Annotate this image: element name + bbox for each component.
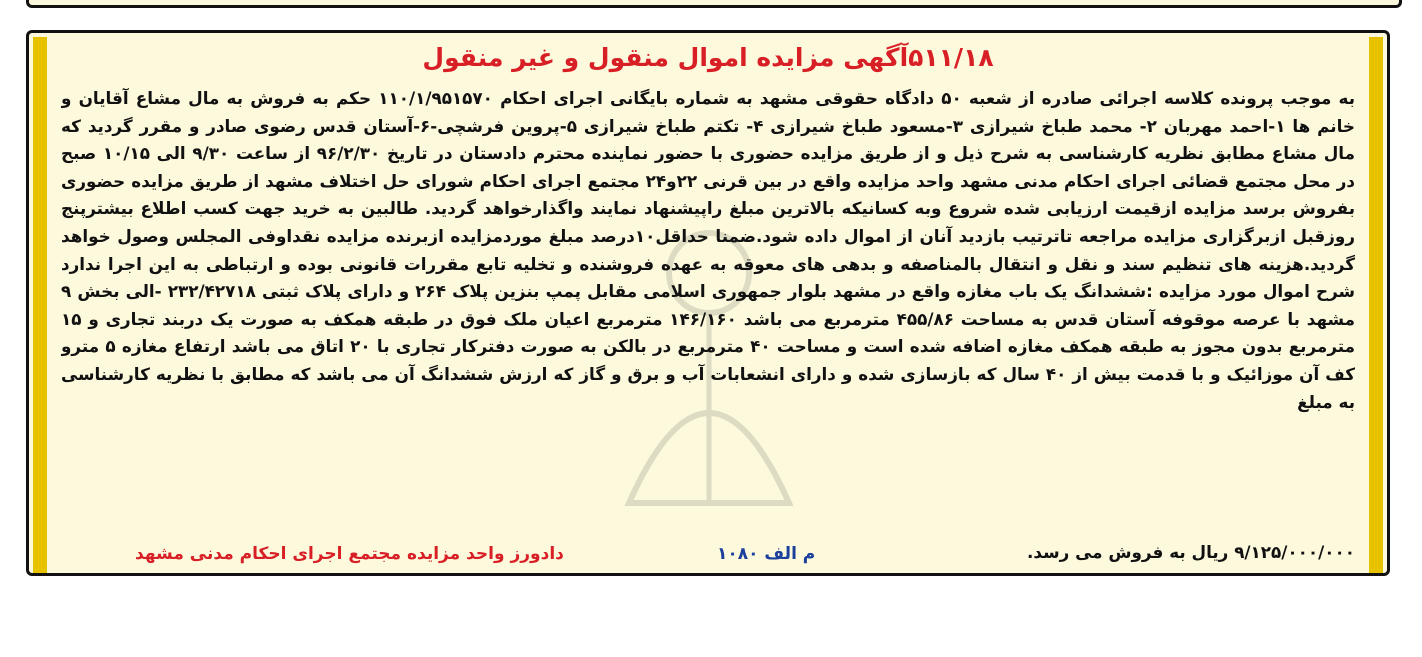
issuer-signature: دادورز واحد مزایده مجتمع اجرای احکام مدنی مشهد [135,544,564,564]
notice-body: به موجب پرونده کلاسه اجرائی صادره از شعبه ۵۰ دادگاه حقوقی مشهد به شماره بایگانی اجرای احکام ۱۱۰/۱/۹۵۱۵۷۰ حکم به فروش به مال مشاع آقایان و خانم ها ۱-احمد مهربان ۲- محمد طباخ شیرازی ۳-مسعود طباخ شیرازی ۴- تکتم طباخ شیرازی ۵-پروین فرشچی-۶-آستان قدس رضوی صادر و مقرر گردید که مال مشاع مطابق نظریه کارشناسی به شرح ذیل و از طریق مزایده حضوری با حضور نماینده محترم دادستان در تاریخ ۹۶/۲/۳۰ از ساعت ۹/۳۰ الی ۱۰/۱۵ صبح در محل مجتمع قضائی اجرای احکام مدنی مشهد واحد مزایده واقع در بین قرنی ۲۲و۲۴ مجتمع اجرای احکام شورای حل اختلاف مشهد از طریق مزایده حضوری بفروش برسد مزایده ازقیمت ارزیابی شده شروع وبه کسانیکه بالاترین مبلغ راپیشنهاد نمایند واگذارخواهد گردید. طالبین به خرید جهت کسب اطلاع بیشترپنج روزقبل ازبرگزاری مزایده مراجعه تاترتیب بازدید آنان از اموال داده شود.ضمنا حداقل۱۰درصد مبلغ موردمزایده ازبرنده مزایده نقداوفی المجلس وصول خواهد گردید.هزینه های تنظیم سند و نقل و انتقال بالمناصفه و بدهی های معوقه به عهده فروشنده و تخلیه تابع مقررات قانونی بوده و ارتباطی به این اجرا ندارد شرح اموال مورد مزایده :ششدانگ یک باب مغازه واقع در مشهد بلوار جمهوری اسلامی مقابل پمپ بنزین پلاک ۲۶۴ و دارای پلاک ثبتی ۲۳۲/۴۲۷۱۸ -الی بخش ۹ مشهد با عرصه موقوفه آستان قدس به مساحت ۴۵۵/۸۶ مترمربع می باشد ۱۴۶/۱۶۰ مترمربع اعیان ملک فوق در طبقه همکف به صورت یک دربند تجاری و ۱۵ مترمربع بدون مجوز به طبقه همکف مغازه اضافه شده است و مساحت ۴۰ مترمربع در بالکن به صورت دفترکار تجاری با ۲۰ اتاق می باشد ارتفاع مغازه ۵ مترو کف آن موزائیک و با قدمت بیش از ۴۰ سال که بازسازی شده و دارای انشعابات آب و برق و گاز که ارزش ششدانگ آن می باشد که مطابق با نظریه کارشناسی به مبلغ [61,88,1355,412]
right-accent-strip [1369,37,1383,573]
notice-footer [119,539,1355,569]
left-accent-strip [33,37,47,573]
previous-notice-frame [26,0,1402,8]
reference-code: م الف ۱۰۸۰ [717,544,816,564]
auction-notice [26,30,1390,576]
notice-title: ۵۱۱/۱۸آگهی مزایده اموال منقول و غیر منقول [422,43,994,72]
sale-amount-text: ۹/۱۲۵/۰۰۰/۰۰۰ ریال به فروش می رسد. [1027,542,1355,562]
